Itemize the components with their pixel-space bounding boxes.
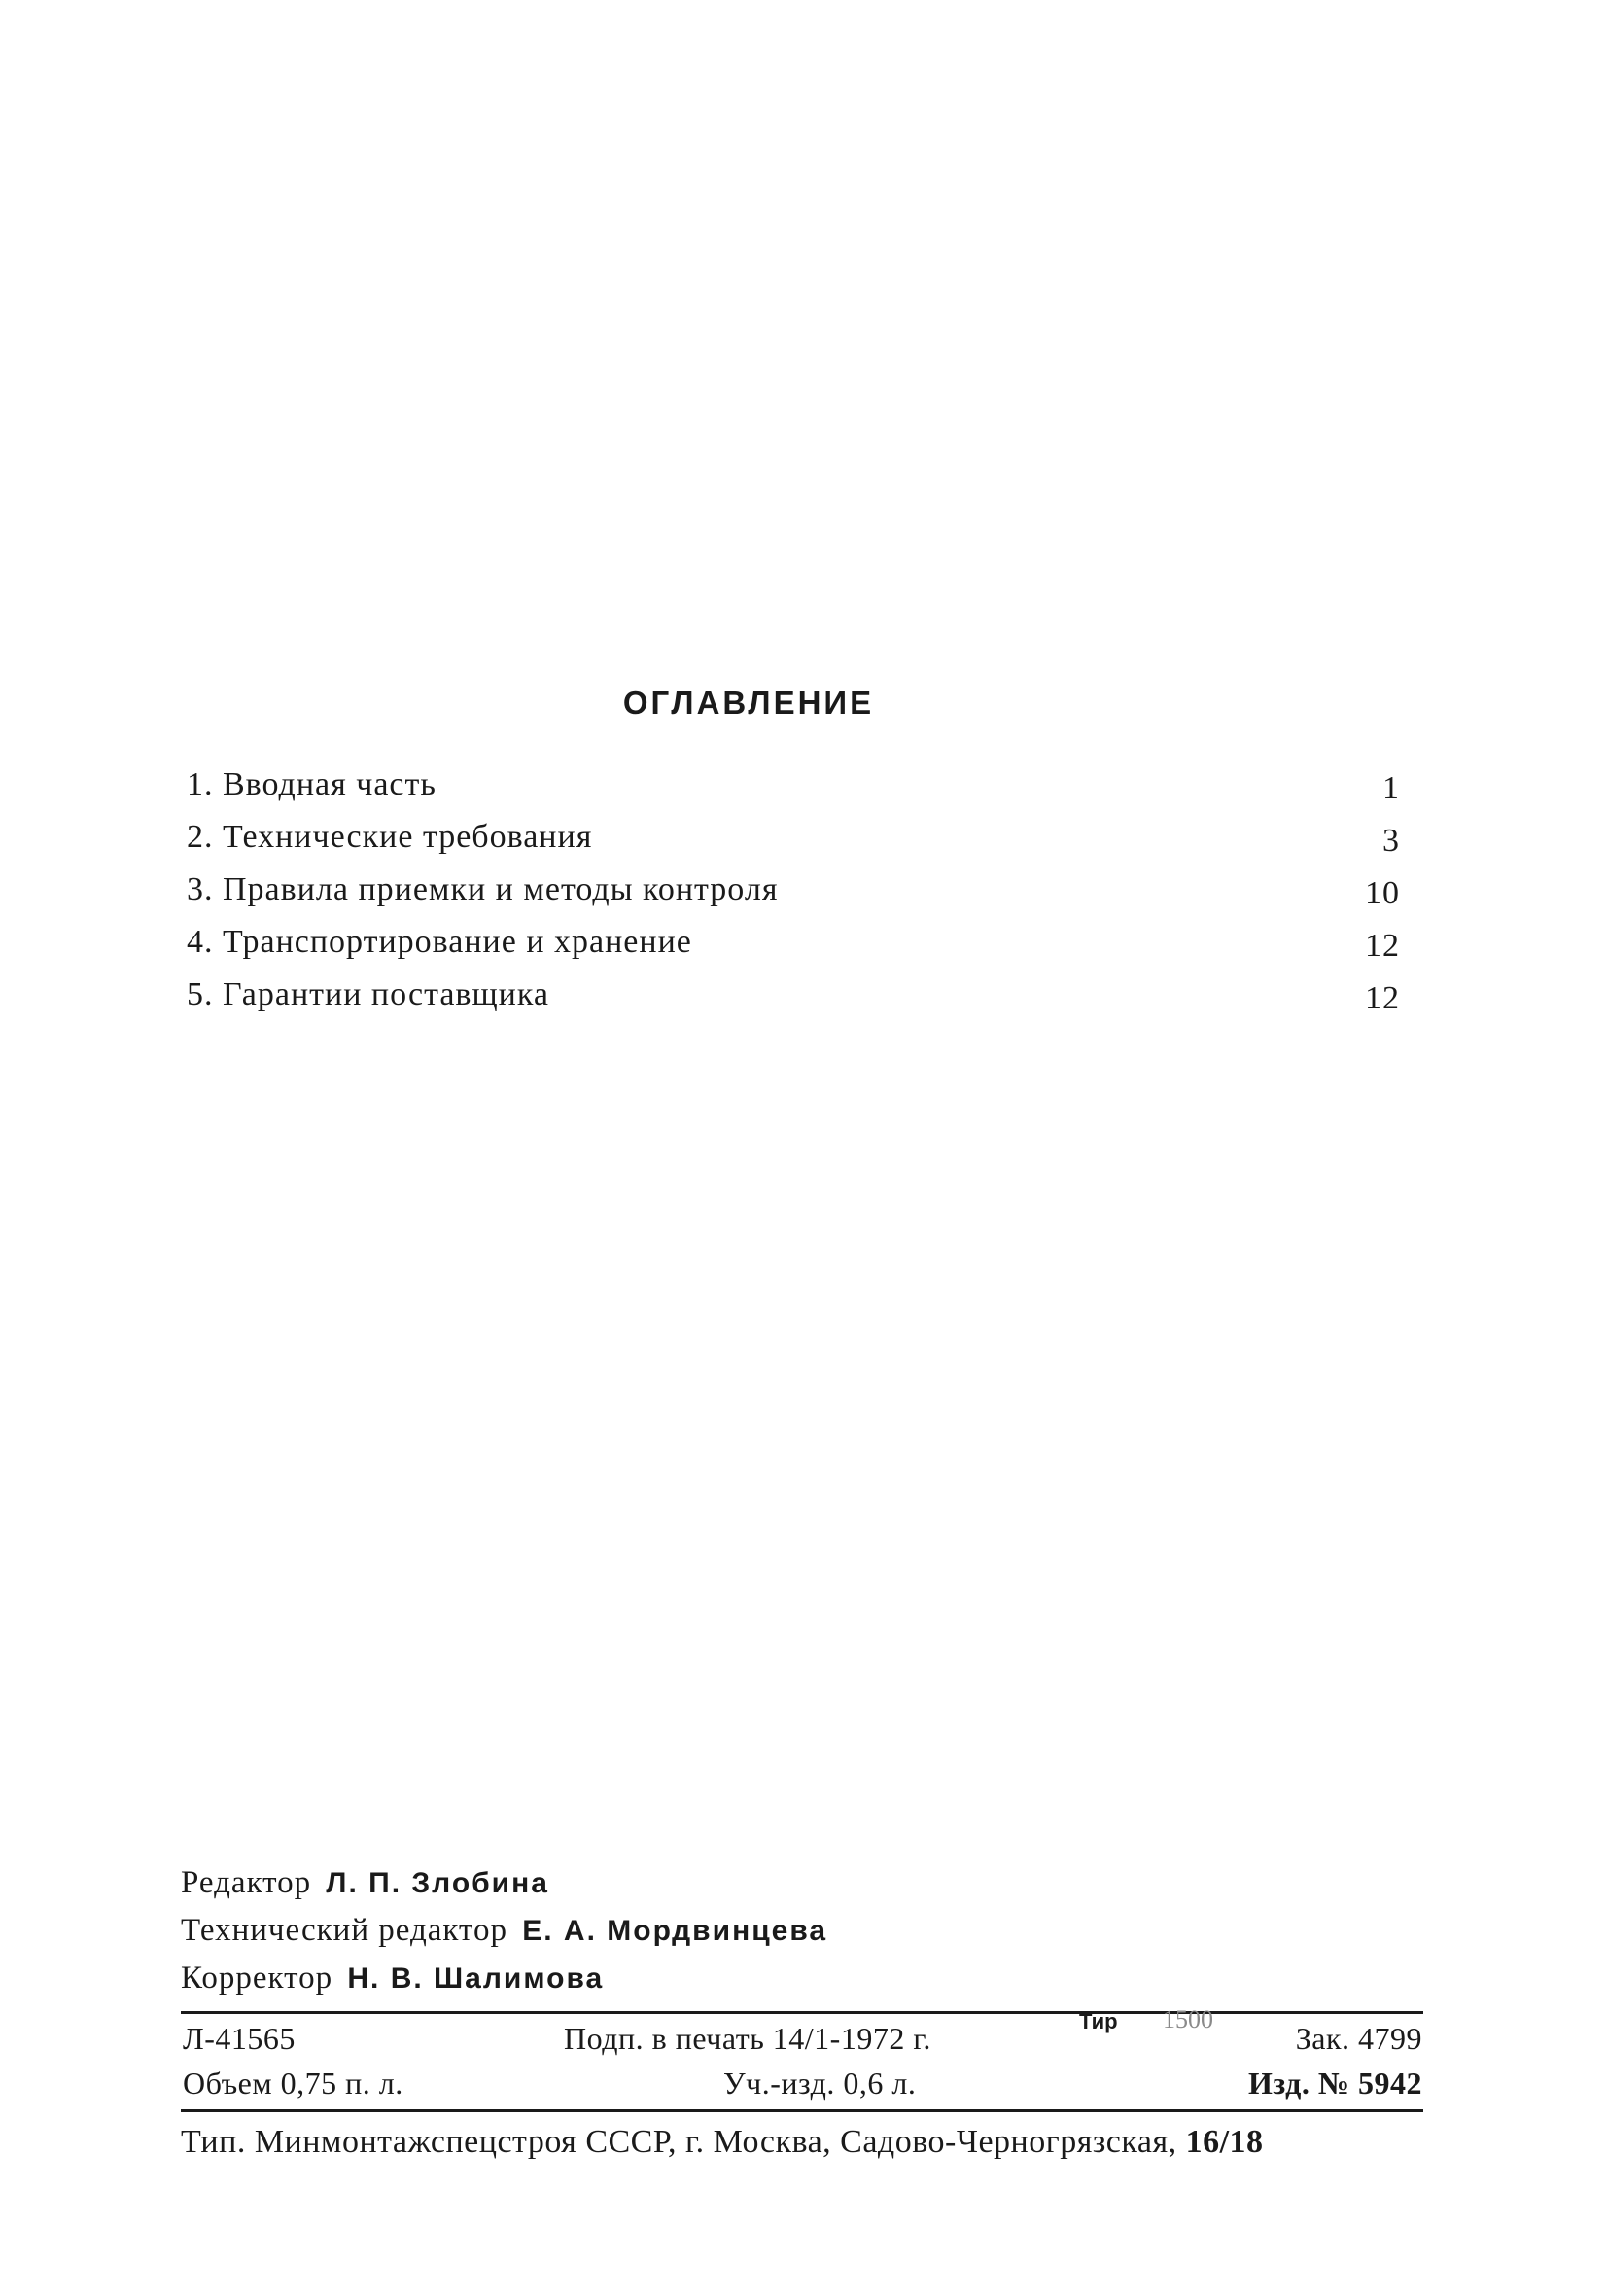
imprint-izd-no: Изд. № 5942	[1247, 2066, 1422, 2101]
printer-name: Тип. Минмонтажспецстроя СССР, г. Москва, Садово-Черногрязская,	[181, 2124, 1177, 2160]
toc-item	[187, 976, 1400, 1029]
credit-editor	[181, 1865, 827, 1913]
imprint-code: Л-41565	[183, 2021, 296, 2056]
credit-name: Е. А. Мордвинцева	[522, 1915, 828, 1947]
toc-title: ОГЛАВЛЕНИЕ	[622, 685, 875, 721]
imprint-tirazh-value: 1500	[1163, 2005, 1213, 2033]
toc-item	[187, 819, 1400, 871]
credit-proofreader	[181, 1960, 827, 2008]
imprint-order: Зак. 4799	[1295, 2021, 1422, 2056]
toc-item-label: 2. Технические требования	[187, 819, 593, 855]
printer-line	[181, 2124, 1264, 2161]
toc-list	[187, 766, 1400, 1029]
toc-item-page: 3	[1382, 823, 1400, 859]
credit-name: Н. В. Шалимова	[347, 1962, 605, 1995]
imprint-uch-izd: Уч.-изд. 0,6 л.	[723, 2066, 917, 2101]
toc-item-page: 12	[1365, 980, 1400, 1016]
printer-address-number: 16/18	[1185, 2124, 1264, 2160]
imprint-bottom-rule	[181, 2109, 1423, 2112]
toc-item	[187, 871, 1400, 924]
toc-item-label: 5. Гарантии поставщика	[187, 976, 549, 1012]
toc-item-label: 4. Транспортирование и хранение	[187, 924, 692, 960]
toc-item-page: 10	[1365, 875, 1400, 911]
imprint-top-rule	[181, 2011, 1423, 2014]
credits-block	[181, 1865, 827, 2008]
credit-technical-editor	[181, 1913, 827, 1960]
imprint-tirazh-label: Тир	[1079, 2009, 1118, 2033]
credit-role: Редактор	[181, 1865, 312, 1900]
toc-item	[187, 924, 1400, 976]
toc-item-label: 3. Правила приемки и методы контроля	[187, 871, 779, 907]
toc-item-label: 1. Вводная часть	[187, 766, 437, 802]
toc-item-page: 12	[1365, 928, 1400, 964]
credit-name: Л. П. Злобина	[326, 1867, 549, 1899]
toc-item	[187, 766, 1400, 819]
toc-item-page: 1	[1382, 770, 1400, 806]
imprint-volume: Объем 0,75 п. л.	[183, 2066, 403, 2101]
credit-role: Корректор	[181, 1960, 333, 1996]
imprint-signed: Подп. в печать 14/1-1972 г.	[564, 2021, 931, 2056]
credit-role: Технический редактор	[181, 1913, 507, 1948]
